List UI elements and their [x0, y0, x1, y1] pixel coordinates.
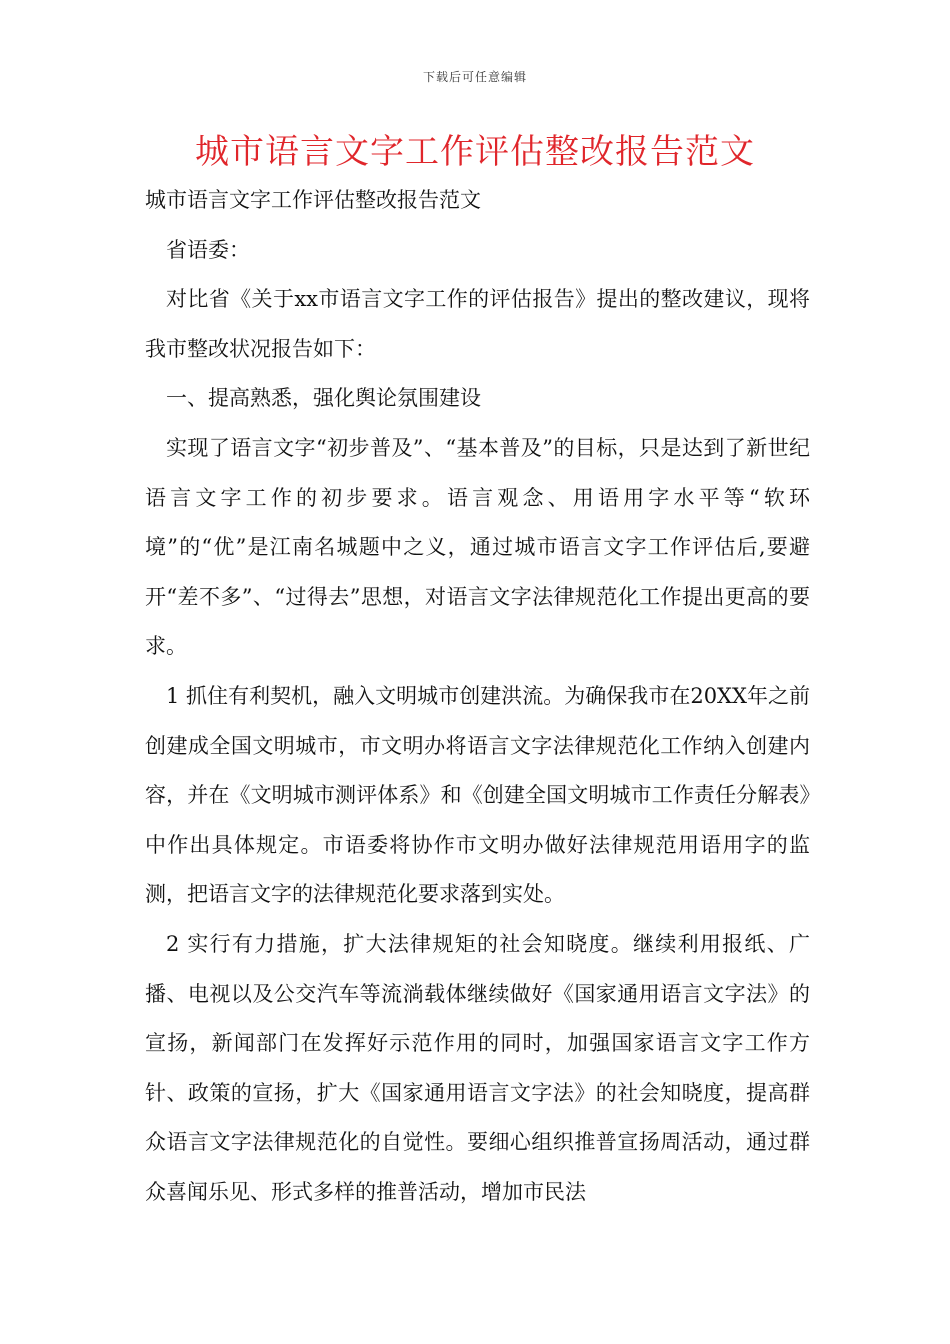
section-heading: 一、提高熟悉，强化舆论氛围建设 — [166, 386, 481, 411]
header-note: 下载后可任意编辑 — [422, 70, 527, 84]
document-body — [145, 176, 810, 1217]
body-paragraph-item-2: 2 实行有力措施，扩大法律规矩的社会知晓度。继续利用报纸、广播、电视以及公交汽车等流淌载体继续做好《国家通用语言文字法》的宣扬，新闻部门在发挥好示范作用的同时，加强国家语言文字工作方针、政策的宣扬，扩大《国家通用语言文字法》的社会知晓度，提高群众语言文字法律规范化的自觉性。要细心组织推普宣扬周活动，通过群众喜闻乐见、形式多样的推普活动，增加市民法 — [145, 931, 810, 1204]
subtitle-paragraph: 城市语言文字工作评估整改报告范文 — [145, 188, 481, 212]
salutation: 省语委： — [166, 237, 250, 262]
body-paragraph: 实现了语言文字“初步普及”、“基本普及”的目标，只是达到了新世纪语言文字工作的初步要求。语言观念、用语用字水平等“软环境”的“优”是江南名城题中之义，通过城市语言文字工作评估后,要避开“差不多”、“过得去”思想，对语言文字法律规范化工作提出更高的要求。 — [145, 435, 810, 659]
document-title: 城市语言文字工作评估整改报告范文 — [195, 132, 755, 172]
body-paragraph-item-1: 1 抓住有利契机，融入文明城市创建洪流。为确保我市在20XX年之前创建成全国文明城市，市文明办将语言文字法律规范化工作纳入创建内容，并在《文明城市测评体系》和《创建全国文明城市工作责任分解表》中作出具体规定。市语委将协作市文明办做好法律规范用语用字的监测，把语言文字的法律规范化要求落到实处。 — [145, 683, 810, 907]
intro-paragraph: 对比省《关于xx市语言文字工作的评估报告》提出的整改建议，现将我市整改状况报告如下： — [145, 287, 810, 361]
